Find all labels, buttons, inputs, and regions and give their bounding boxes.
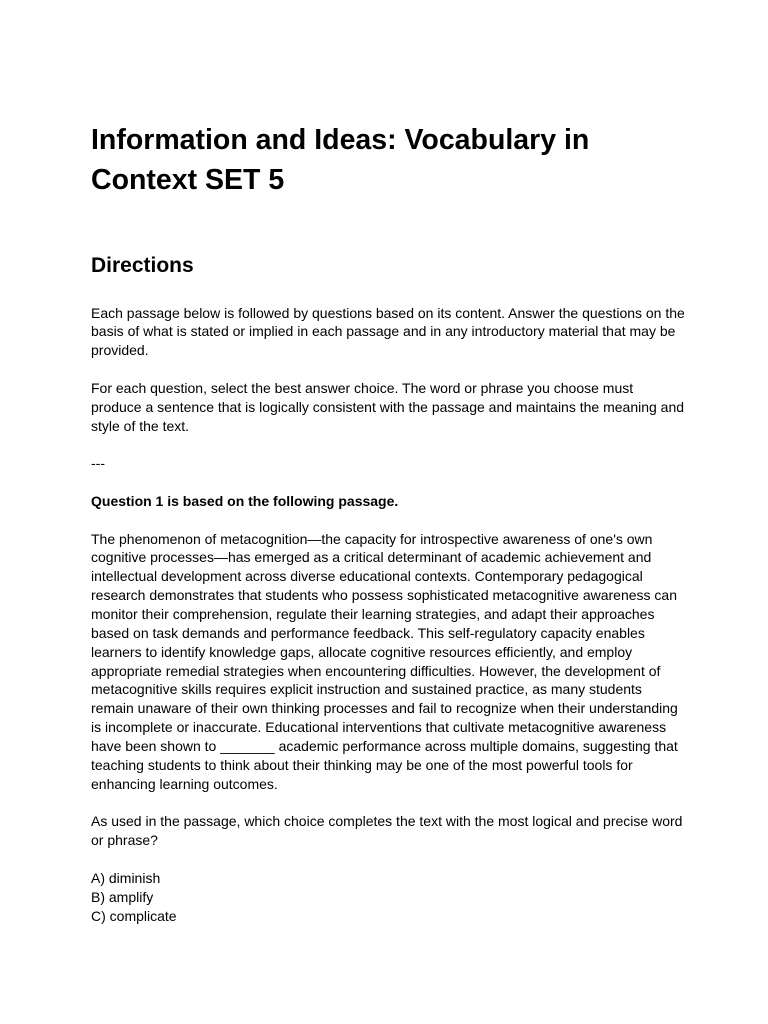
answer-choices xyxy=(91,869,768,926)
passage-line: have been shown to _______ academic performance across multiple domains, suggesting that xyxy=(91,737,678,754)
answer-choice: A) diminish xyxy=(91,869,161,886)
text-line: produce a sentence that is logically consistent with the passage and maintains the meaning and xyxy=(91,398,685,415)
passage-line: is incomplete or inaccurate. Educational interventions that cultivate metacognitive awareness xyxy=(91,719,667,736)
prompt-line: As used in the passage, which choice completes the text with the most logical and precise word xyxy=(91,813,683,830)
text-line: Each passage below is followed by questions based on its content. Answer the questions on the xyxy=(91,304,685,321)
title-line: Context SET 5 xyxy=(91,164,285,196)
passage-line: enhancing learning outcomes. xyxy=(91,775,278,792)
passage-line: cognitive processes—has emerged as a critical determinant of academic achievement and xyxy=(91,549,652,566)
passage-line: learners to identify knowledge gaps, allocate cognitive resources efficiently, and employ xyxy=(91,643,633,660)
text-line: basis of what is stated or implied in each passage and in any introductory material that may be xyxy=(91,323,676,340)
directions-paragraph xyxy=(91,304,768,361)
separator: --- xyxy=(91,455,105,472)
passage-line: intellectual development across diverse educational contexts. Contemporary pedagogical xyxy=(91,568,643,585)
passage-line: The phenomenon of metacognition—the capacity for introspective awareness of one's own xyxy=(91,530,653,547)
directions-text xyxy=(91,304,768,436)
passage-line: metacognitive skills requires explicit instruction and sustained practice, as many students xyxy=(91,681,642,698)
answer-choice: B) amplify xyxy=(91,888,154,905)
document-title xyxy=(91,120,768,200)
answer-choice: C) complicate xyxy=(91,907,177,924)
directions-heading: Directions xyxy=(91,254,194,277)
passage-line: appropriate remedial strategies when encountering difficulties. However, the development of xyxy=(91,662,661,679)
passage xyxy=(91,530,768,794)
passage-line: research demonstrates that students who possess sophisticated metacognitive awareness can xyxy=(91,587,677,604)
title-line: Information and Ideas: Vocabulary in xyxy=(91,124,590,156)
prompt-line: or phrase? xyxy=(91,832,158,849)
passage-line: based on task demands and performance feedback. This self-regulatory capacity enables xyxy=(91,624,645,641)
text-line: style of the text. xyxy=(91,417,190,434)
question-intro: Question 1 is based on the following passage. xyxy=(91,492,399,509)
passage-line: teaching students to think about their thinking may be one of the most powerful tools for xyxy=(91,756,633,773)
text-line: provided. xyxy=(91,342,149,359)
directions-paragraph xyxy=(91,379,768,436)
passage-line: remain unaware of their own thinking processes and fail to recognize when their understanding xyxy=(91,700,678,717)
text-line: For each question, select the best answer choice. The word or phrase you choose must xyxy=(91,379,634,396)
question-prompt xyxy=(91,812,768,850)
passage-line: monitor their comprehension, regulate their learning strategies, and adapt their approaches xyxy=(91,606,655,622)
